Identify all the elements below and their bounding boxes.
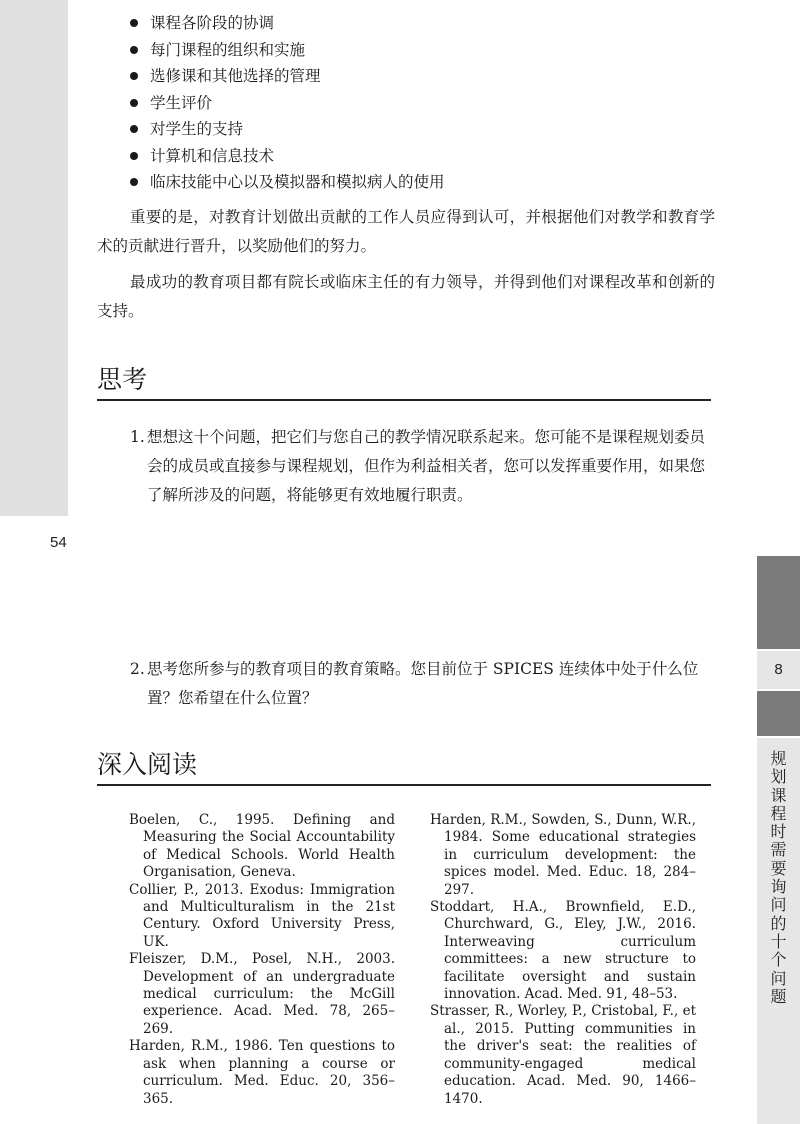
reference-item: Harden, R.M., 1986. Ten questions to ask when planning a course or curriculum. Med. Educ. 20, 356–365. — [129, 1038, 395, 1107]
question-text: 想想这十个问题，把它们与您自己的教学情况联系起来。您可能不是课程规划委员会的成员或直接参与课程规划，但作为利益相关者，您可以发挥重要作用，如果您了解所涉及的问题，将能够更有效地履行职责。 — [147, 428, 706, 504]
question-1 — [130, 423, 720, 510]
question-2 — [130, 655, 720, 713]
bullet-item: 计算机和信息技术 — [130, 143, 445, 170]
reference-item: Fleiszer, D.M., Posel, N.H., 2003. Development of an undergraduate medical curriculum: the McGill experience. Acad. Med. 78, 265–269. — [129, 951, 395, 1037]
references-left-column — [129, 812, 395, 1108]
section-title-reflection: 思考 — [97, 365, 711, 401]
question-number: 2. — [130, 660, 145, 678]
left-margin-band — [0, 0, 68, 516]
references-right-column — [430, 812, 696, 1108]
reference-item: Harden, R.M., Sowden, S., Dunn, W.R., 1984. Some educational strategies in curriculum development: the spices model. Med. Educ. 18, 284–297. — [430, 812, 696, 898]
paragraph-recognition: 重要的是，对教育计划做出贡献的工作人员应得到认可，并根据他们对教学和教育学术的贡献进行晋升，以奖励他们的努力。 — [97, 208, 715, 255]
side-tab-block — [757, 556, 800, 649]
bullet-item: 课程各阶段的协调 — [130, 10, 445, 37]
reference-item: Stoddart, H.A., Brownfield, E.D., Churchward, G., Eley, J.W., 2016. Interweaving curriculum committees: a new structure to facilitate oversight and sustain innovation. Acad. Med. 91, 48–53. — [430, 899, 696, 1003]
bullet-item: 每门课程的组织和实施 — [130, 37, 445, 64]
chapter-title-vertical: 规 划 课 程 时 需 要 询 问 的 十 个 问 题 — [770, 749, 787, 1006]
reference-item: Collier, P., 2013. Exodus: Immigration and Multiculturalism in the 21st Century. Oxford University Press, UK. — [129, 881, 395, 950]
reference-item: Strasser, R., Worley, P., Cristobal, F., et al., 2015. Putting communities in the driver's seat: the realities of community-engaged medical education. Acad. Med. 90, 1466–1470. — [430, 1003, 696, 1107]
paragraph-leadership: 最成功的教育项目都有院长或临床主任的有力领导，并得到他们对课程改革和创新的支持。 — [97, 273, 715, 320]
reference-item: Boelen, C., 1995. Defining and Measuring the Social Accountability of Medical Schools. World Health Organisation, Geneva. — [129, 812, 395, 881]
bullet-list — [130, 10, 445, 196]
page-number: 54 — [50, 534, 67, 551]
bullet-item: 选修课和其他选择的管理 — [130, 63, 445, 90]
bullet-item: 对学生的支持 — [130, 116, 445, 143]
question-text: 思考您所参与的教育项目的教育策略。您目前位于 SPICES 连续体中处于什么位置？您希望在什么位置？ — [147, 660, 699, 707]
bullet-item: 学生评价 — [130, 90, 445, 117]
question-number: 1. — [130, 428, 145, 446]
side-tab-block — [757, 691, 800, 736]
bullet-item: 临床技能中心以及模拟器和模拟病人的使用 — [130, 169, 445, 196]
chapter-number: 8 — [757, 651, 800, 689]
section-title-further-reading: 深入阅读 — [97, 750, 711, 786]
